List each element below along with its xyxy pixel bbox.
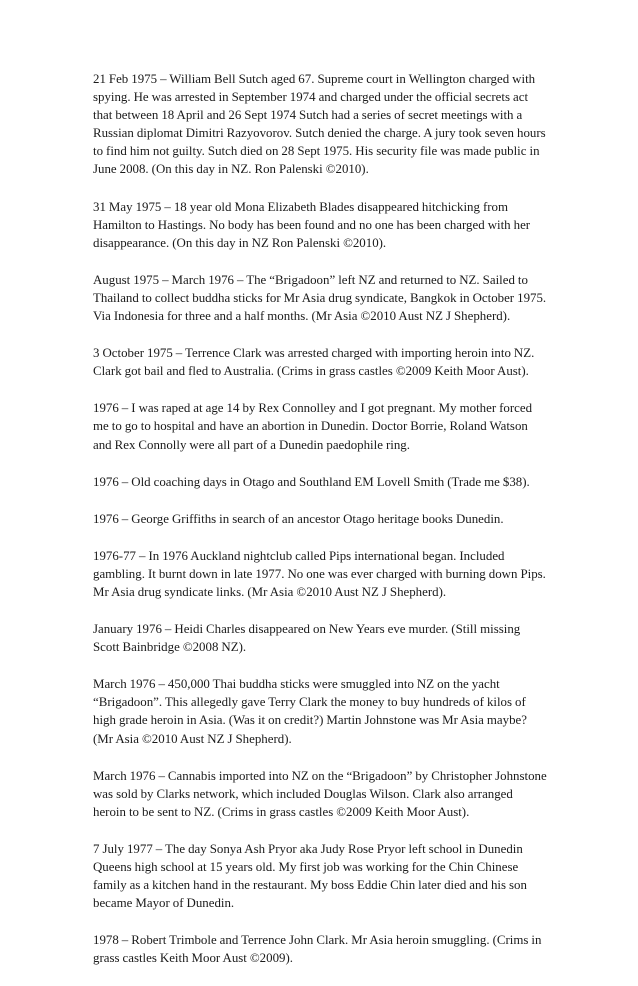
paragraph-clark-arrest-1975: 3 October 1975 – Terrence Clark was arrested charged with importing heroin into NZ. Clark got bail and fled to Australia. (Crims in grass castles ©2009 Keith Moor Aust). [93, 346, 535, 379]
document-body [93, 70, 548, 986]
paragraph-buddha-sticks-1976: March 1976 – 450,000 Thai buddha sticks were smuggled into NZ on the yacht “Brigadoon”. This allegedly gave Terry Clark the money to buy hundreds of kilos of high grade heroin in Asia. (Was it on credit?) Martin Johnstone was Mr Asia maybe? (Mr Asia ©2010 Aust NZ J Shepherd). [93, 677, 527, 746]
paragraph-cannabis-1976: March 1976 – Cannabis imported into NZ on the “Brigadoon” by Christopher Johnstone was sold by Clarks network, which included Douglas Wilson. Clark also arranged heroin to be sent to NZ. (Crims in grass castles ©2009 Keith Moor Aust). [93, 768, 547, 819]
paragraph-sutch-1975: 21 Feb 1975 – William Bell Sutch aged 67. Supreme court in Wellington charged with spying. He was arrested in September 1974 and charged under the official secrets act that between 18 April and 26 Sept 1974 Sutch had a series of secret meetings with a Russian diplomat Dimitri Razyovorov. Sutch denied the charge. A jury took seven hours to find him not guilty. Sutch died on 28 Sept 1975. His security file was made public in June 2008. (On this day in NZ. Ron Palenski ©2010). [93, 72, 546, 177]
paragraph-trimbole-1978: 1978 – Robert Trimbole and Terrence John Clark. Mr Asia heroin smuggling. (Crims in grass castles Keith Moor Aust ©2009). [93, 933, 542, 966]
paragraph-pips-1976-77: 1976-77 – In 1976 Auckland nightclub called Pips international began. Included gambling. It burnt down in late 1977. No one was ever charged with burning down Pips. Mr Asia drug syndicate links. (Mr Asia ©2010 Aust NZ J Shepherd). [93, 548, 546, 599]
paragraph-1976-coaching-days: 1976 – Old coaching days in Otago and Southland EM Lovell Smith (Trade me $38). [93, 474, 530, 489]
paragraph-blades-1975: 31 May 1975 – 18 year old Mona Elizabeth Blades disappeared hitchicking from Hamilton to Hastings. No body has been found and no one has been charged with her disappearance. (On this day in NZ Ron Palenski ©2010). [93, 199, 531, 250]
paragraph-charles-1976: January 1976 – Heidi Charles disappeared on New Years eve murder. (Still missing Scott Bainbridge ©2008 NZ). [93, 622, 521, 655]
paragraph-brigadoon-1975: August 1975 – March 1976 – The “Brigadoon” left NZ and returned to NZ. Sailed to Thailand to collect buddha sticks for Mr Asia drug syndicate, Bangkok in October 1975. Via Indonesia for three and a half months. (Mr Asia ©2010 Aust NZ J Shepherd). [93, 272, 547, 324]
paragraph-1976-personal: 1976 – I was raped at age 14 by Rex Connolley and I got pregnant. My mother forced me to go to hospital and have an abortion in Dunedin. Doctor Borrie, Roland Watson and Rex Connolly were all part of a Dunedin paedophile ring. [93, 401, 533, 452]
paragraph-pryor-1977: 7 July 1977 – The day Sonya Ash Pryor aka Judy Rose Pryor left school in Dunedin Queens high school at 15 years old. My first job was working for the Chin Chinese family as a kitchen hand in the restaurant. My boss Eddie Chin later died and his son became Mayor of Dunedin. [93, 841, 527, 911]
paragraph-1976-griffiths: 1976 – George Griffiths in search of an ancestor Otago heritage books Dunedin. [93, 511, 504, 526]
